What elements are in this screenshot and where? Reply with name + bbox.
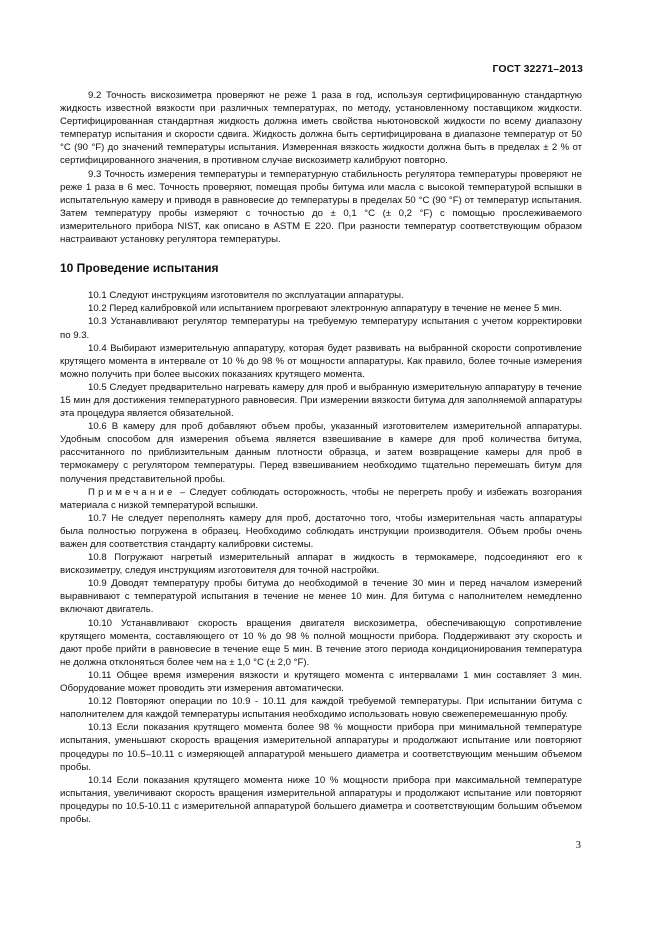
paragraph-10-12: 10.12 Повторяют операции по 10.9 - 10.11 для каждой требуемой температуры. При испытании битума с наполнителем для каждой температуры испытания необходимо использовать новую свежеперемешанную пробу. — [60, 696, 582, 721]
paragraph-10-7: 10.7 Не следует переполнять камеру для проб, достаточно того, чтобы измерительная часть аппаратуры была полностью погружена в образец. Необходимо соблюдать инструкции производителя. Объем пробы очень важен для соответствия стандарту калибровки системы. — [60, 512, 582, 550]
paragraph-10-6: 10.6 В камеру для проб добавляют объем пробы, указанный изготовителем измерительной аппаратуры. Удобным способом для измерения объема является взвешивание в камере для проб количества битума, рассчитанного по приблизительным данным плотности образца, и затем возвращение камеры для проб в термокамеру с регулятором температуры. Перед взвешиванием необходимо тщательно перемешать битум для получения представительной пробы. — [60, 421, 582, 485]
paragraph-10-11: 10.11 Общее время измерения вязкости и крутящего момента с интервалами 1 мин составляет 3 мин. Оборудование может проводить эти измерения автоматически. — [60, 669, 582, 695]
page-number: 3 — [575, 840, 581, 851]
paragraph-10-3: 10.3 Устанавливают регулятор температуры на требуемую температуру испытания с учетом корректировки по 9.3. — [60, 316, 582, 341]
paragraph-10-8: 10.8 Погружают нагретый измерительный аппарат в жидкость в термокамере, подсоединяют его к вискозиметру, следуя инструкциям изготовителя для точной настройки. — [60, 552, 582, 577]
paragraph-10-9: 10.9 Доводят температуру пробы битума до необходимой в течение 30 мин и перед началом измерений выравнивают с температурой испытания в течение не менее 10 мин. Для битума с наполнителем немедленно включают двигатель. — [60, 578, 582, 616]
paragraph-10-2: 10.2 Перед калибровкой или испытанием прогревают электронную аппаратуру в течение не менее 5 мин. — [88, 303, 562, 315]
paragraph-10-4: 10.4 Выбирают измерительную аппаратуру, которая будет развивать на выбранной скорости сопротивление крутящего момента в интервале от 10 % до 98 % от мощности аппаратуры. Как правило, более точные измерения можно получить при более высоких показаниях крутящего момента. — [60, 342, 582, 380]
paragraph-10-5: 10.5 Следует предварительно нагревать камеру для проб и выбранную измерительную аппаратуру в течение 15 мин для достижения температурного равновесия. При измерении вязкости битума для заполняемой аппаратуры эта процедура является обязательной. — [60, 381, 582, 420]
paragraph-10-1: 10.1 Следуют инструкциям изготовителя по эксплуатации аппаратуры. — [88, 290, 404, 302]
note-label: Примечание — [88, 486, 176, 498]
paragraph-10-13: 10.13 Если показания крутящего момента более 98 % мощности прибора при минимальной температуре испытания, уменьшают скорость вращения измерительной аппаратуры и продолжают испытание или повторяют процедуры по 10.5–10.11 с измеряющей аппаратурой меньшего диаметра и соответствующим меньшим объемом пробы. — [60, 722, 582, 773]
note — [60, 486, 582, 512]
note-text: – Следует соблюдать осторожность, чтобы не перегреть пробу и избежать возгорания материала с низкой температурой вспышки. — [60, 486, 582, 511]
paragraph-9-2: 9.2 Точность вискозиметра проверяют не реже 1 раза в год, используя сертифицированную стандартную жидкость известной вязкости при различных температурах, по методу, установленному поставщиком жидкости. Сертифицированная стандартная жидкость должна иметь свойства ньютоновской жидкости по всему диапазону температур испытания и скорости сдвига. Жидкость должна быть сертифицирована в диапазоне температур от 50 °С (90 °F) до значений температуры испытания. Измеренная вязкость жидкости должна быть в пределах ± 2 % от сертифицированного значения, в противном случае вискозиметр калибруют повторно. — [60, 90, 582, 167]
paragraph-10-14: 10.14 Если показания крутящего момента ниже 10 % мощности прибора при максимальной температуре испытания, увеличивают скорость вращения измерительной аппаратуры и продолжают испытание или повторяют процедуры по 10.5-10.11 с измерительной аппаратурой большего диаметра и соответствующим большим объемом пробы. — [60, 774, 582, 825]
standard-header: ГОСТ 32271–2013 — [492, 63, 583, 75]
document-body — [60, 89, 582, 826]
paragraph-9-3: 9.3 Точность измерения температуры и температурную стабильность регулятора температуры проверяют не реже 1 раза в 6 мес. Точность проверяют, помещая пробы битума или масла с высокой температурой вспышки в испытательную камеру и приводя в равновесие до температуры в пределах 50 °С (90 °F) от температур испытания. Затем температуру пробы измеряют с точностью до ± 0,1 °С (± 0,2 °F) с помощью прослеживаемого измерительного прибора NIST, как описано в ASTM E 220. При разности температур соответствующим образом настраивают установку регулятора температуры. — [60, 168, 582, 246]
paragraph-10-10: 10.10 Устанавливают скорость вращения двигателя вискозиметра, обеспечивающую сопротивление крутящего момента, составляющего от 10 % до 98 % полной мощности прибора. Поддерживают эту скорость и дают пробе прийти в равновесие в течение еще 5 мин. В течение этого периода кондиционирования температура не должна отклоняться более чем на ± 1,0 °С (± 2,0 °F). — [60, 617, 582, 668]
section-title: 10 Проведение испытания — [60, 261, 219, 276]
